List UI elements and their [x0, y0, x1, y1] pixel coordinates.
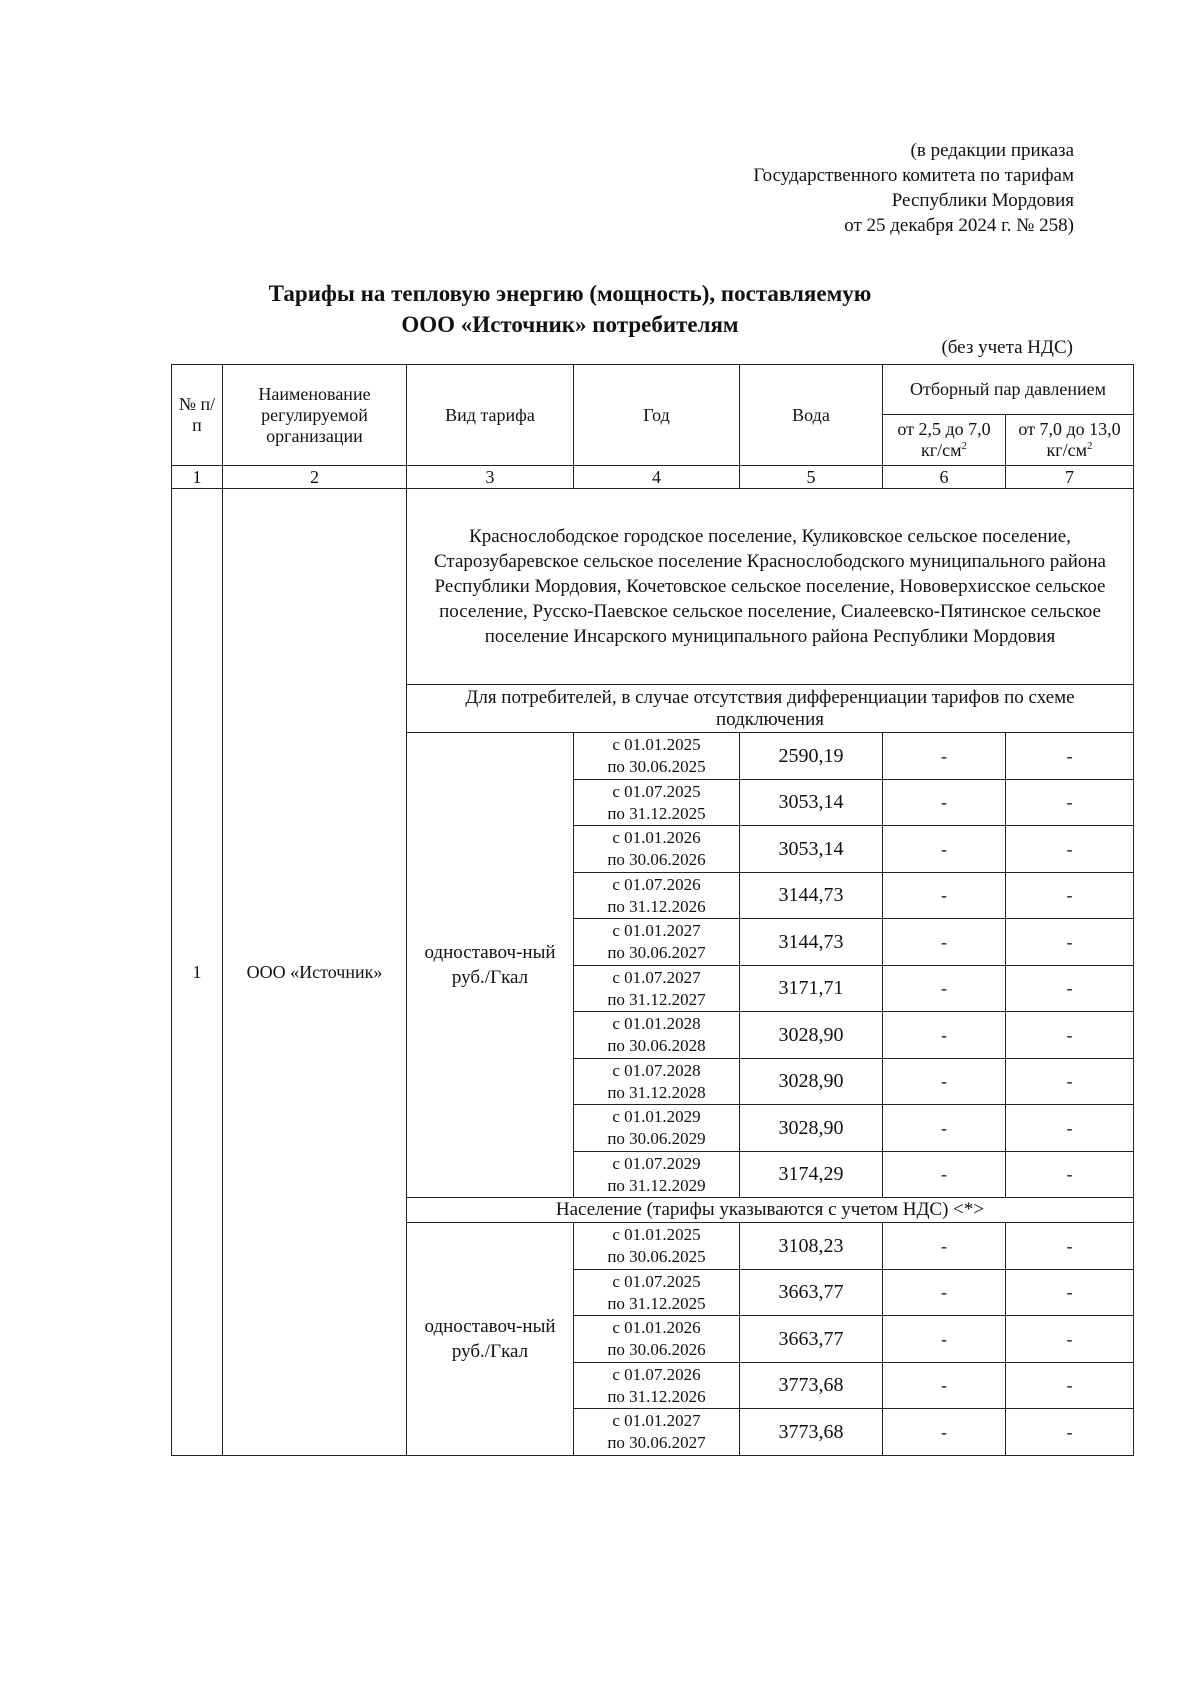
period-from: с 01.01.2025: [612, 735, 701, 754]
column-numbers-row: [172, 466, 1134, 489]
period-cell: [574, 873, 740, 919]
period-cell: [574, 1363, 740, 1409]
water-tariff-value: 3144,73: [740, 873, 883, 919]
period-from: с 01.07.2027: [612, 967, 701, 987]
column-number: 2: [223, 466, 407, 489]
period-from: с 01.01.2025: [612, 1225, 701, 1244]
period-cell: [574, 1152, 740, 1198]
steam-7-13-value: -: [1006, 919, 1134, 966]
steam-2-5-7-value: -: [883, 1152, 1006, 1198]
steam-7-13-value: -: [1006, 1316, 1134, 1363]
tariff-type-cell: одноставоч-ный руб./Гкал: [407, 1223, 574, 1456]
title-line: ООО «Источник» потребителям: [401, 312, 739, 337]
period-cell: [574, 1316, 740, 1363]
water-tariff-value: 3663,77: [740, 1316, 883, 1363]
vat-note: (без учета НДС): [941, 337, 1073, 358]
tariff-table: [171, 364, 1134, 1456]
steam-7-13-value: -: [1006, 1105, 1134, 1152]
period-cell: [574, 966, 740, 1012]
water-tariff-value: 3053,14: [740, 826, 883, 873]
steam-7-13-value: -: [1006, 1059, 1134, 1105]
period-from: с 01.01.2027: [612, 1411, 701, 1430]
period-from: с 01.07.2025: [612, 1271, 701, 1291]
squared-mark: 2: [961, 440, 967, 452]
water-tariff-value: 3174,29: [740, 1152, 883, 1198]
section-consumers-title: Для потребителей, в случае отсутствия дифференциации тарифов по схеме подключения: [407, 685, 1134, 733]
squared-mark: 2: [1087, 440, 1093, 452]
period-from: с 01.07.2028: [612, 1060, 701, 1080]
period-to: по 30.06.2027: [607, 1433, 706, 1452]
column-number: 7: [1006, 466, 1134, 489]
period-to: по 31.12.2029: [607, 1175, 706, 1195]
column-number: 6: [883, 466, 1006, 489]
period-from: с 01.07.2025: [612, 781, 701, 801]
steam-2-5-7-value: -: [883, 780, 1006, 826]
header-tariff-type: Вид тарифа: [407, 365, 574, 466]
period-from: с 01.07.2029: [612, 1153, 701, 1173]
water-tariff-value: 3028,90: [740, 1012, 883, 1059]
row-number: 1: [172, 489, 223, 1456]
order-note-line: (в редакции приказа: [910, 140, 1074, 161]
water-tariff-value: 3773,68: [740, 1363, 883, 1409]
steam-2-5-7-value: -: [883, 966, 1006, 1012]
territory-description: Краснослободское городское поселение, Куликовское сельское поселение, Старозубаревское сельское поселение Краснослободского муниципального района Республики Мордовия, Кочетовское сельское поселение, Нововерхисское сельское поселение, Русско-Паевское сельское поселение, Сиалеевско-Пятинское сельское поселение Инсарского муниципального района Республики Мордовия: [407, 489, 1134, 685]
period-from: с 01.07.2026: [612, 1364, 701, 1384]
water-tariff-value: 3108,23: [740, 1223, 883, 1270]
steam-2-5-7-value: -: [883, 1012, 1006, 1059]
water-tariff-value: 3028,90: [740, 1059, 883, 1105]
period-cell: [574, 1059, 740, 1105]
period-to: по 30.06.2025: [607, 757, 706, 776]
period-to: по 30.06.2028: [607, 1036, 706, 1055]
steam-7-13-value: -: [1006, 780, 1134, 826]
header-steam-a-text: от 2,5 до 7,0 кг/см: [897, 419, 991, 460]
header-num: № п/п: [172, 365, 223, 466]
column-number: 1: [172, 466, 223, 489]
steam-7-13-value: -: [1006, 1152, 1134, 1198]
period-to: по 30.06.2025: [607, 1247, 706, 1266]
period-from: с 01.01.2028: [612, 1014, 701, 1033]
header-water: Вода: [740, 365, 883, 466]
steam-2-5-7-value: -: [883, 733, 1006, 780]
steam-2-5-7-value: -: [883, 1105, 1006, 1152]
steam-2-5-7-value: -: [883, 873, 1006, 919]
order-edition-note: [753, 138, 1074, 238]
period-cell: [574, 919, 740, 966]
period-cell: [574, 733, 740, 780]
water-tariff-value: 3171,71: [740, 966, 883, 1012]
document-title: [0, 278, 1140, 340]
period-from: с 01.01.2026: [612, 828, 701, 847]
order-note-line: Государственного комитета по тарифам: [753, 165, 1074, 186]
steam-7-13-value: -: [1006, 966, 1134, 1012]
steam-7-13-value: -: [1006, 873, 1134, 919]
period-cell: [574, 1105, 740, 1152]
period-cell: [574, 1270, 740, 1316]
steam-7-13-value: -: [1006, 1409, 1134, 1456]
water-tariff-value: 3773,68: [740, 1409, 883, 1456]
steam-7-13-value: -: [1006, 1363, 1134, 1409]
header-steam-7-13: [1006, 415, 1134, 466]
period-cell: [574, 1223, 740, 1270]
steam-7-13-value: -: [1006, 733, 1134, 780]
water-tariff-value: 3028,90: [740, 1105, 883, 1152]
water-tariff-value: 3144,73: [740, 919, 883, 966]
period-to: по 31.12.2025: [607, 1293, 706, 1313]
header-steam-2-5-7: [883, 415, 1006, 466]
order-note-line: от 25 декабря 2024 г. № 258): [844, 215, 1074, 236]
steam-7-13-value: -: [1006, 1223, 1134, 1270]
period-to: по 31.12.2027: [607, 989, 706, 1009]
period-cell: [574, 826, 740, 873]
header-org: Наименование регулируемой организации: [223, 365, 407, 466]
period-from: с 01.01.2026: [612, 1318, 701, 1337]
steam-2-5-7-value: -: [883, 1316, 1006, 1363]
water-tariff-value: 3053,14: [740, 780, 883, 826]
steam-7-13-value: -: [1006, 1012, 1134, 1059]
steam-2-5-7-value: -: [883, 826, 1006, 873]
period-to: по 31.12.2025: [607, 803, 706, 823]
steam-2-5-7-value: -: [883, 1223, 1006, 1270]
steam-2-5-7-value: -: [883, 1270, 1006, 1316]
steam-2-5-7-value: -: [883, 919, 1006, 966]
period-from: с 01.01.2029: [612, 1107, 701, 1126]
period-to: по 30.06.2026: [607, 1340, 706, 1359]
order-note-line: Республики Мордовия: [891, 190, 1074, 211]
water-tariff-value: 3663,77: [740, 1270, 883, 1316]
header-steam: Отборный пар давлением: [883, 365, 1134, 415]
period-to: по 30.06.2026: [607, 850, 706, 869]
period-from: с 01.01.2027: [612, 921, 701, 940]
header-steam-b-text: от 7,0 до 13,0 кг/см: [1018, 419, 1121, 460]
period-to: по 30.06.2027: [607, 943, 706, 962]
area-row: [172, 489, 1134, 685]
period-cell: [574, 1012, 740, 1059]
steam-2-5-7-value: -: [883, 1059, 1006, 1105]
column-number: 3: [407, 466, 574, 489]
column-number: 4: [574, 466, 740, 489]
column-number: 5: [740, 466, 883, 489]
steam-2-5-7-value: -: [883, 1409, 1006, 1456]
header-row: [172, 365, 1134, 415]
header-year: Год: [574, 365, 740, 466]
steam-2-5-7-value: -: [883, 1363, 1006, 1409]
period-to: по 31.12.2026: [607, 896, 706, 916]
steam-7-13-value: -: [1006, 826, 1134, 873]
water-tariff-value: 2590,19: [740, 733, 883, 780]
period-cell: [574, 780, 740, 826]
period-to: по 31.12.2026: [607, 1386, 706, 1406]
tariff-type-cell: одноставоч-ный руб./Гкал: [407, 733, 574, 1198]
organization-name: ООО «Источник»: [223, 489, 407, 1456]
title-line: Тарифы на тепловую энергию (мощность), поставляемую: [268, 281, 872, 306]
steam-7-13-value: -: [1006, 1270, 1134, 1316]
period-to: по 31.12.2028: [607, 1082, 706, 1102]
period-from: с 01.07.2026: [612, 874, 701, 894]
section-population-title: Население (тарифы указываются с учетом НДС) <*>: [407, 1198, 1134, 1223]
period-to: по 30.06.2029: [607, 1129, 706, 1148]
period-cell: [574, 1409, 740, 1456]
